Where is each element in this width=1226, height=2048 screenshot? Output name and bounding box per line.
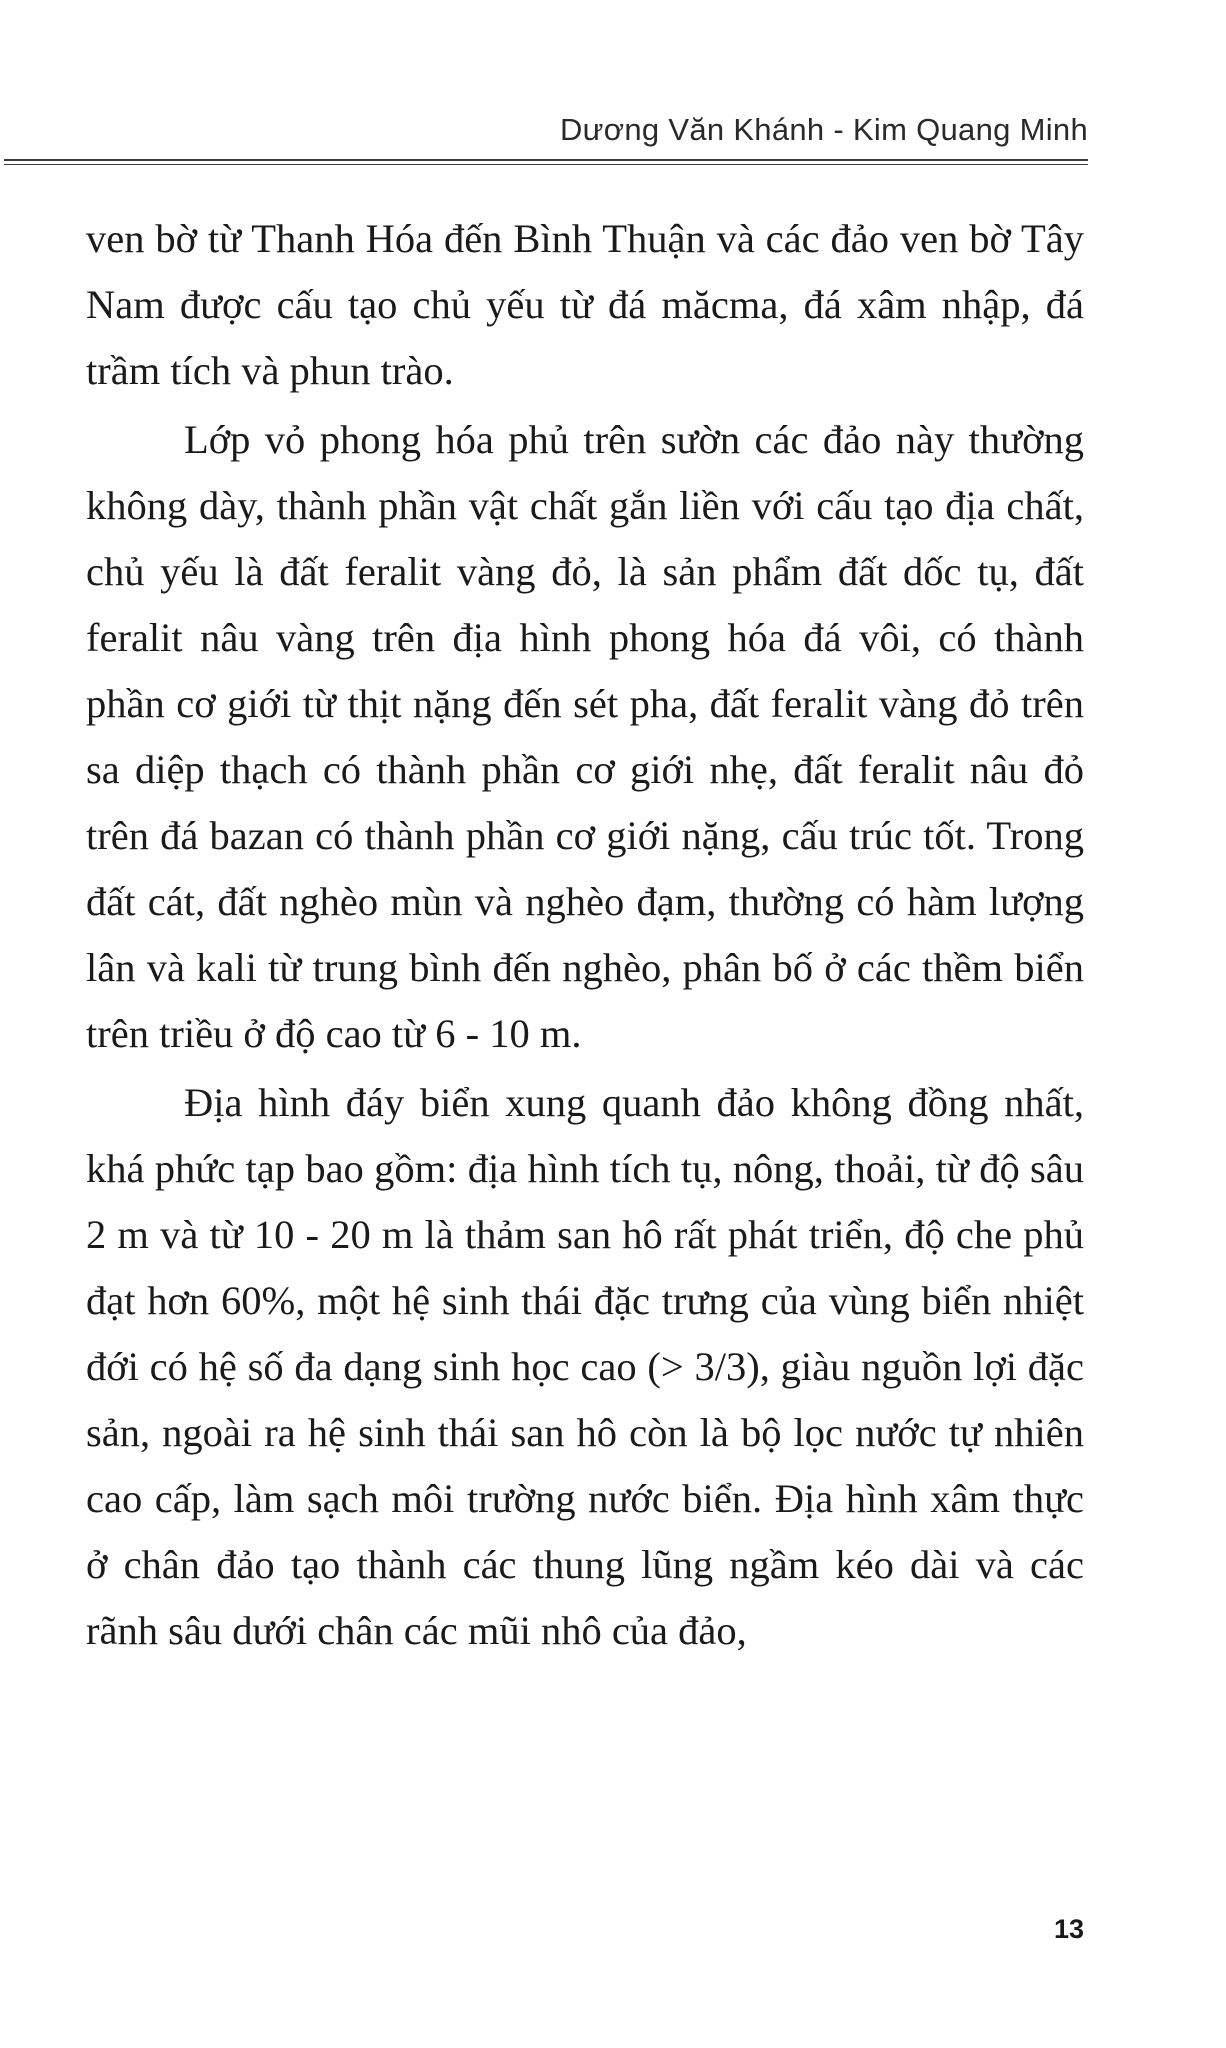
header-rule-thin — [4, 164, 1088, 165]
page-number: 13 — [1053, 1914, 1084, 1944]
running-header: Dương Văn Khánh - Kim Quang Minh — [559, 112, 1088, 147]
header-rule — [4, 159, 1088, 161]
paragraph-seabed-terrain: Địa hình đáy biển xung quanh đảo không đồng nhất, khá phức tạp bao gồm: địa hình tích tụ, nông, thoải, từ độ sâu 2 m và từ 10 - 20 m là thảm san hô rất phát triển, độ che phủ đạt hơn 60%, một hệ sinh thái đặc trưng của vùng biển nhiệt đới có hệ số đa dạng sinh học cao (> 3/3), giàu nguồn lợi đặc sản, ngoài ra hệ sinh thái san hô còn là bộ lọc nước tự nhiên cao cấp, làm sạch môi trường nước biển. Địa hình xâm thực ở chân đảo tạo thành các thung lũng ngầm kéo dài và các rãnh sâu dưới chân các mũi nhô của đảo, — [86, 1080, 1084, 1653]
body-text — [86, 206, 1084, 1664]
paragraph-weathering-layer: Lớp vỏ phong hóa phủ trên sườn các đảo này thường không dày, thành phần vật chất gắn liền với cấu tạo địa chất, chủ yếu là đất feralit vàng đỏ, là sản phẩm đất dốc tụ, đất feralit nâu vàng trên địa hình phong hóa đá vôi, có thành phần cơ giới từ thịt nặng đến sét pha, đất feralit vàng đỏ trên sa diệp thạch có thành phần cơ giới nhẹ, đất feralit nâu đỏ trên đá bazan có thành phần cơ giới nặng, cấu trúc tốt. Trong đất cát, đất nghèo mùn và nghèo đạm, thường có hàm lượng lân và kali từ trung bình đến nghèo, phân bố ở các thềm biển trên triều ở độ cao từ 6 - 10 m. — [86, 417, 1084, 1056]
paragraph-continued: ven bờ từ Thanh Hóa đến Bình Thuận và các đảo ven bờ Tây Nam được cấu tạo chủ yếu từ đá măcma, đá xâm nhập, đá trầm tích và phun trào. — [86, 216, 1084, 393]
